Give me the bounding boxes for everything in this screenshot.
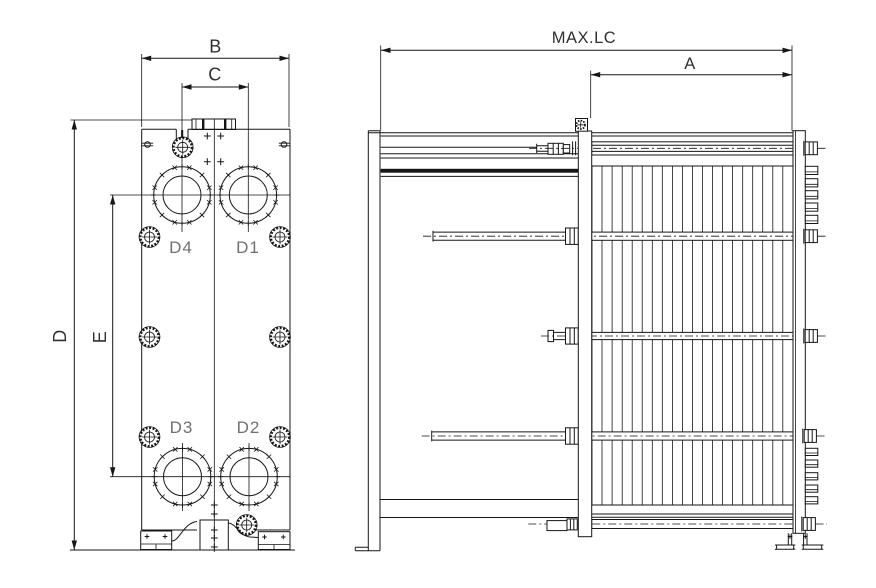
port-centerline-horizontal	[110, 195, 290, 477]
dim-label-d: D	[50, 329, 70, 343]
nut-icon	[804, 229, 818, 244]
tie-bolt-end-icon	[139, 327, 160, 348]
support-column	[355, 131, 380, 551]
dim-label-b: B	[209, 36, 222, 57]
port-label-d1: D1	[236, 238, 260, 257]
nut-icon	[804, 141, 818, 156]
dim-a	[591, 55, 792, 118]
pressure-plate	[576, 119, 592, 537]
port-label-d4: D4	[169, 238, 193, 257]
nut-icon	[804, 329, 818, 344]
dim-d	[50, 120, 192, 550]
tie-bolt-top	[529, 141, 793, 155]
lifting-lug-icon	[172, 137, 193, 158]
tie-bolt-end-icon	[139, 427, 160, 448]
carrying-bar-section	[192, 119, 236, 130]
dim-c	[182, 65, 248, 90]
tie-bolt-end-icon	[139, 227, 160, 248]
corner-screw-icon	[142, 142, 290, 148]
nut-icon	[803, 429, 817, 444]
dim-label-a: A	[684, 55, 696, 73]
dim-e	[90, 195, 115, 477]
tie-bolt-end-icon	[270, 327, 291, 348]
port-label-d3: D3	[169, 418, 194, 437]
front-view	[50, 37, 295, 553]
tie-bolt-end-icon	[270, 427, 291, 448]
frame-plate-front	[142, 119, 290, 552]
dim-label-maxlc: MAX.LC	[551, 29, 617, 47]
port-label-d2: D2	[236, 418, 261, 437]
tie-bolt-end-icon	[270, 227, 291, 248]
tie-bolt-upper	[423, 228, 793, 244]
dim-maxlc	[381, 29, 792, 131]
dim-label-c: C	[208, 64, 222, 85]
foot-side-right	[802, 533, 824, 549]
foot-front-left	[141, 531, 172, 550]
nut-icon	[802, 517, 816, 532]
dim-label-e: E	[90, 330, 110, 344]
side-view	[355, 29, 827, 551]
tie-bolt-bottom	[528, 519, 793, 531]
tie-bolt-end-icon	[236, 515, 257, 536]
foot-side-left	[775, 533, 795, 549]
foot-front-right	[258, 532, 290, 550]
tie-bolt-lower	[422, 428, 793, 444]
